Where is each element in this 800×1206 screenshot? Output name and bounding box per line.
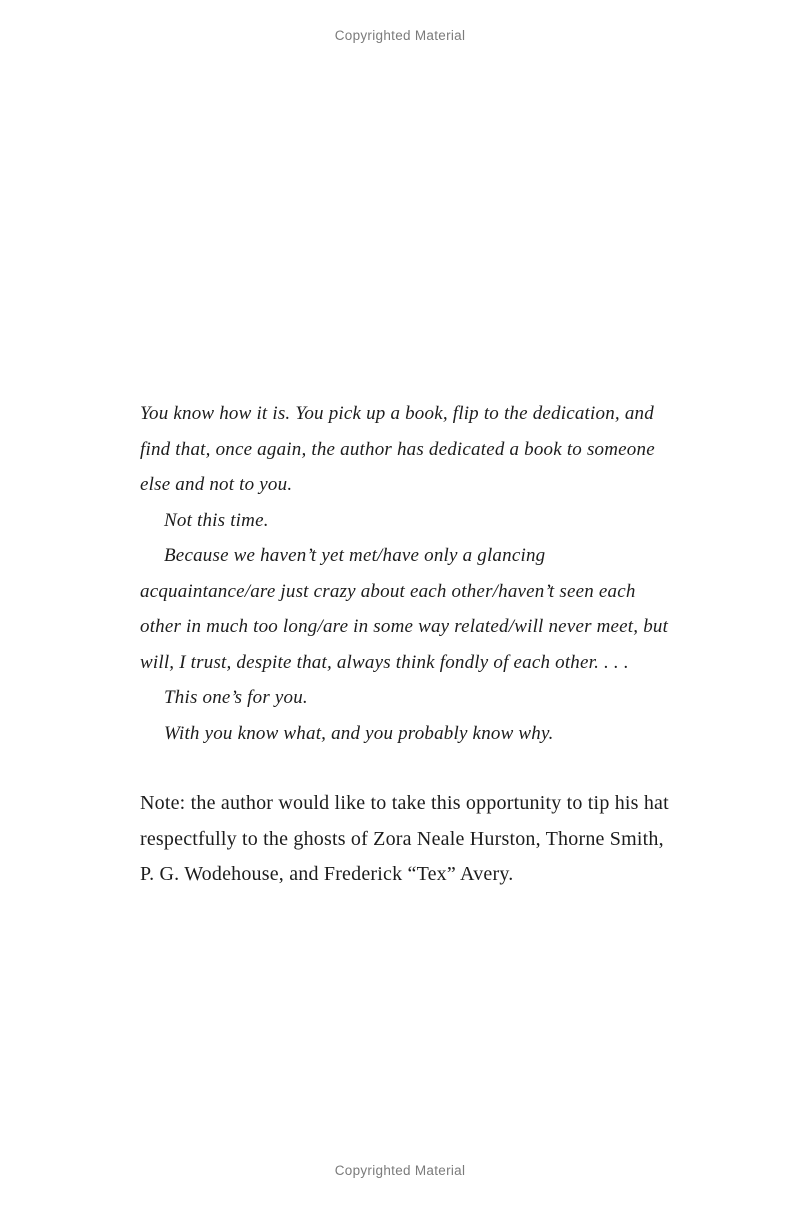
dedication-paragraph-5: With you know what, and you probably know why. (164, 722, 554, 744)
dedication-paragraph-1: You know how it is. You pick up a book, flip to the dedication, and find that, once again, the author has dedicated a book to someone else and not to you. (140, 403, 655, 495)
dedication-paragraph-3: Because we haven’t yet met/have only a glancing acquaintance/are just crazy about each other/haven’t seen each other in much too long/are in some way related/will never meet, but will, I trust, despite that, always think fondly of each other. . . . (140, 545, 669, 673)
author-note: Note: the author would like to take this opportunity to tip his hat respectfully to the ghosts of Zora Neale Hurston, Thorne Smith, P. G. Wodehouse, and Frederick “Tex” Avery. (140, 792, 669, 885)
copyright-watermark-bottom: Copyrighted Material (334, 1163, 466, 1178)
dedication-paragraph-2: Not this time. (164, 509, 269, 531)
dedication-block (140, 396, 678, 893)
copyright-watermark-top: Copyrighted Material (334, 28, 466, 43)
dedication-paragraph-4: This one’s for you. (164, 687, 308, 708)
